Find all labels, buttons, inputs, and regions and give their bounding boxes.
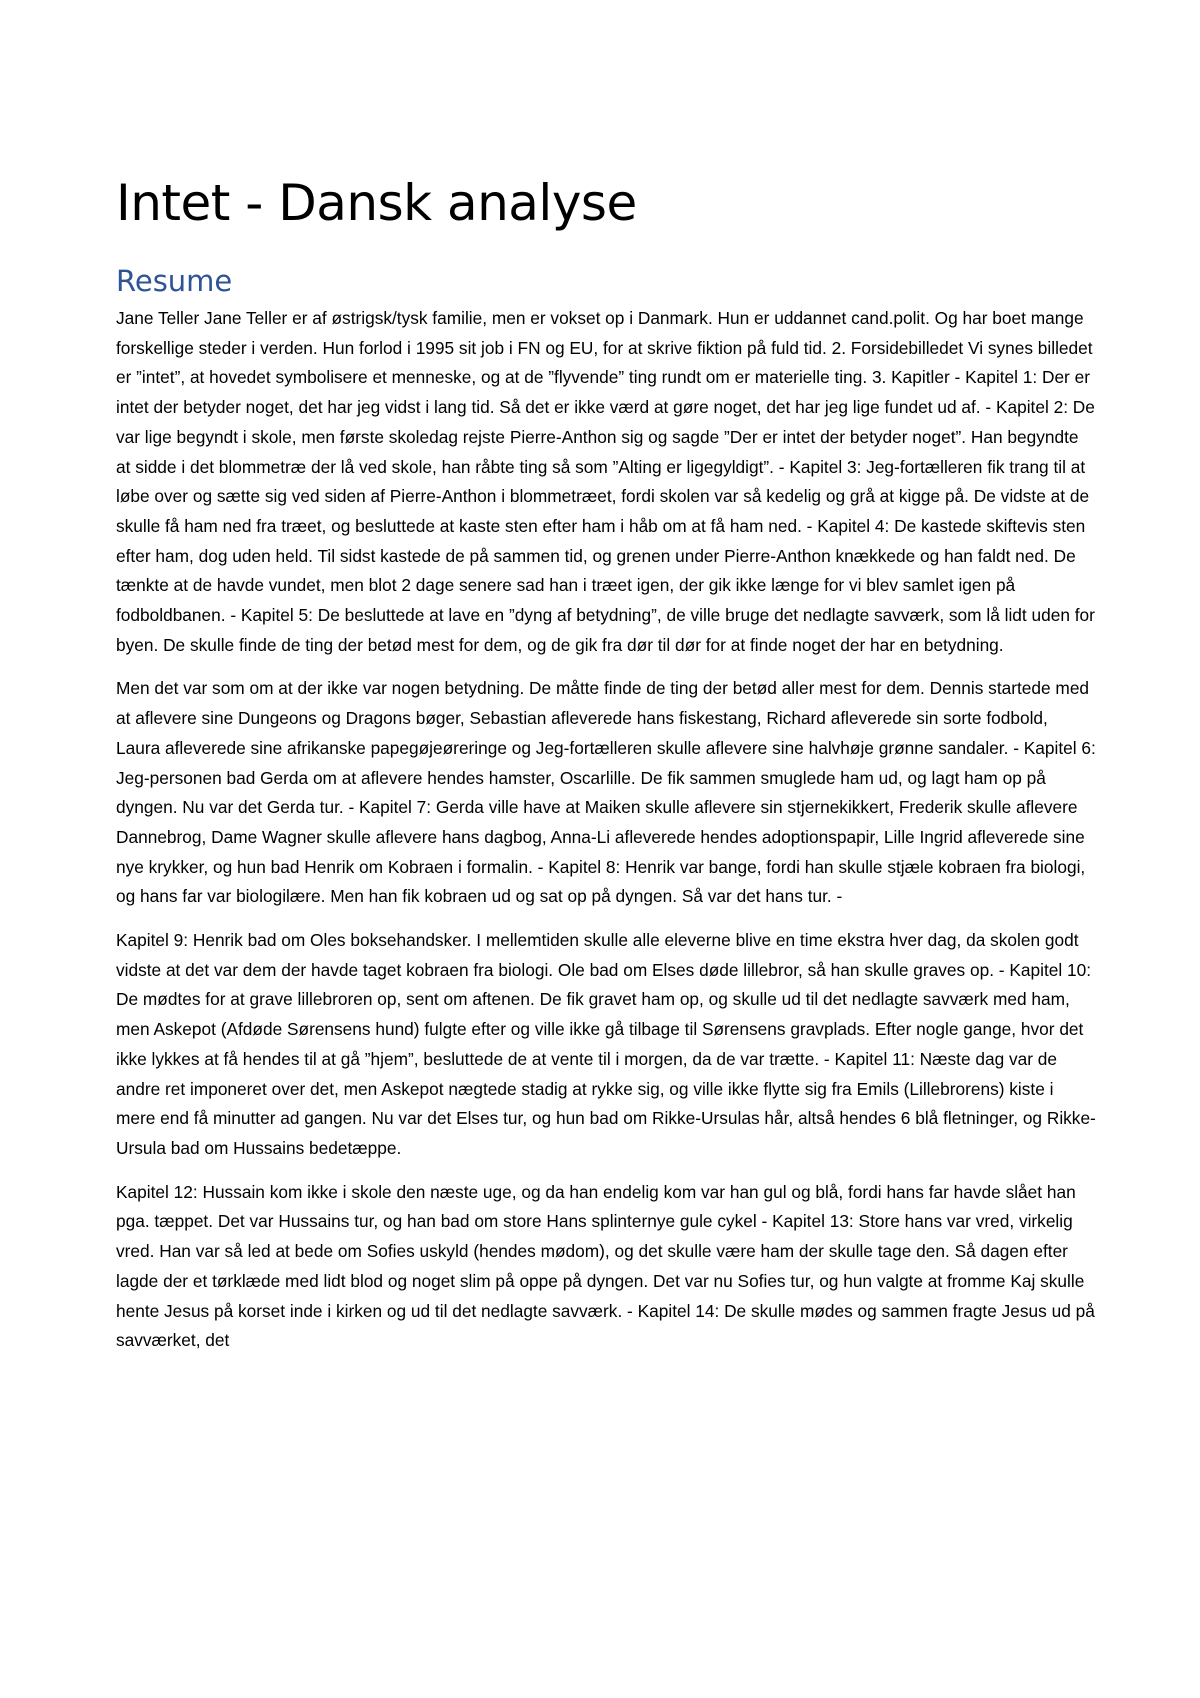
paragraph: Jane Teller Jane Teller er af østrigsk/tysk familie, men er vokset op i Danmark. Hun er uddannet cand.polit. Og har boet mange forskellige steder i verden. Hun forlod i 1995 sit job i FN og EU, for at skrive fiktion på fuld tid. 2. Forsidebilledet Vi synes billedet er ”intet”, at hovedet symbolisere et menneske, og at de ”flyvende” ting rundt om er materielle ting. 3. Kapitler - Kapitel 1: Der er intet der betyder noget, det har jeg vidst i lang tid. Så det er ikke værd at gøre noget, det har jeg lige fundet ud af. - Kapitel 2: De var lige begyndt i skole, men første skoledag rejste Pierre-Anthon sig og sagde ”Der er intet der betyder noget”. Han begyndte at sidde i det blommetræ der lå ved skole, han råbte ting så som ”Alting er ligegyldigt”. - Kapitel 3: Jeg-fortælleren fik trang til at løbe over og sætte sig ved siden af Pierre-Anthon i blommetræet, fordi skolen var så kedelig og grå at kigge på. De vidste at de skulle få ham ned fra træet, og besluttede at kaste sten efter ham i håb om at få ham ned. - Kapitel 4: De kastede skiftevis sten efter ham, dog uden held. Til sidst kastede de på sammen tid, og grenen under Pierre-Anthon knækkede og han faldt ned. De tænkte at de havde vundet, men blot 2 dage senere sad han i træet igen, der gik ikke længe for vi blev samlet igen på fodboldbanen. - Kapitel 5: De besluttede at lave en ”dyng af betydning”, de ville bruge det nedlagte savværk, som lå lidt uden for byen. De skulle finde de ting der betød mest for dem, og de gik fra dør til dør for at finde noget der har en betydning. xyxy=(116,308,1095,655)
paragraph: Men det var som om at der ikke var nogen betydning. De måtte finde de ting der betød aller mest for dem. Dennis startede med at aflevere sine Dungeons og Dragons bøger, Sebastian afleverede hans fiskestang, Richard afleverede sin sorte fodbold, Laura afleverede sine afrikanske papegøjeøreringe og Jeg-fortælleren skulle aflevere sine halvhøje grønne sandaler. - Kapitel 6: Jeg-personen bad Gerda om at aflevere hendes hamster, Oscarlille. De fik sammen smuglede ham ud, og lagt ham op på dyngen. Nu var det Gerda tur. - Kapitel 7: Gerda ville have at Maiken skulle aflevere sin stjernekikkert, Frederik skulle aflevere Dannebrog, Dame Wagner skulle aflevere hans dagbog, Anna-Li afleverede hendes adoptionspapir, Lille Ingrid afleverede sine nye krykker, og hun bad Henrik om Kobraen i formalin. - Kapitel 8: Henrik var bange, fordi han skulle stjæle kobraen fra biologi, og hans far var biologilære. Men han fik kobraen ud og sat op på dyngen. Så var det hans tur. - xyxy=(116,678,1096,907)
paragraph: Kapitel 9: Henrik bad om Oles boksehandsker. I mellemtiden skulle alle eleverne blive en time ekstra hver dag, da skolen godt vidste at det var dem der havde taget kobraen fra biologi. Ole bad om Elses døde lillebror, så han skulle graves op. - Kapitel 10: De mødtes for at grave lillebroren op, sent om aftenen. De fik gravet ham op, og skulle ud til det nedlagte savværk med ham, men Askepot (Afdøde Sørensens hund) fulgte efter og ville ikke gå tilbage til Sørensens gravplads. Efter nogle gange, hvor det ikke lykkes at få hendes til at gå ”hjem”, besluttede de at vente til i morgen, da de var trætte. - Kapitel 11: Næste dag var de andre ret imponeret over det, men Askepot nægtede stadig at rykke sig, og ville ikke flytte sig fra Emils (Lillebrorens) kiste i mere end få minutter ad gangen. Nu var det Elses tur, og hun bad om Rikke-Ursulas hår, altså hendes 6 blå fletninger, og Rikke-Ursula bad om Hussains bedetæppe. xyxy=(116,930,1096,1158)
section-heading-resume: Resume xyxy=(116,264,233,298)
document-title: Intet - Dansk analyse xyxy=(116,174,637,232)
body-text xyxy=(116,304,1096,1370)
document-page xyxy=(116,0,1096,1698)
paragraph: Kapitel 12: Hussain kom ikke i skole den næste uge, og da han endelig kom var han gul og blå, fordi hans far havde slået han pga. tæppet. Det var Hussains tur, og han bad om store Hans splinternye gule cykel - Kapitel 13: Store hans var vred, virkelig vred. Han var så led at bede om Sofies uskyld (hendes mødom), og det skulle være ham der skulle tage den. Så dagen efter lagde der et tørklæde med lidt blod og noget slim på oppe på dyngen. Det var nu Sofies tur, og hun valgte at fromme Kaj skulle hente Jesus på korset inde i kirken og ud til det nedlagte savværk. - Kapitel 14: De skulle mødes og sammen fragte Jesus ud på savværket, det xyxy=(116,1181,1095,1351)
